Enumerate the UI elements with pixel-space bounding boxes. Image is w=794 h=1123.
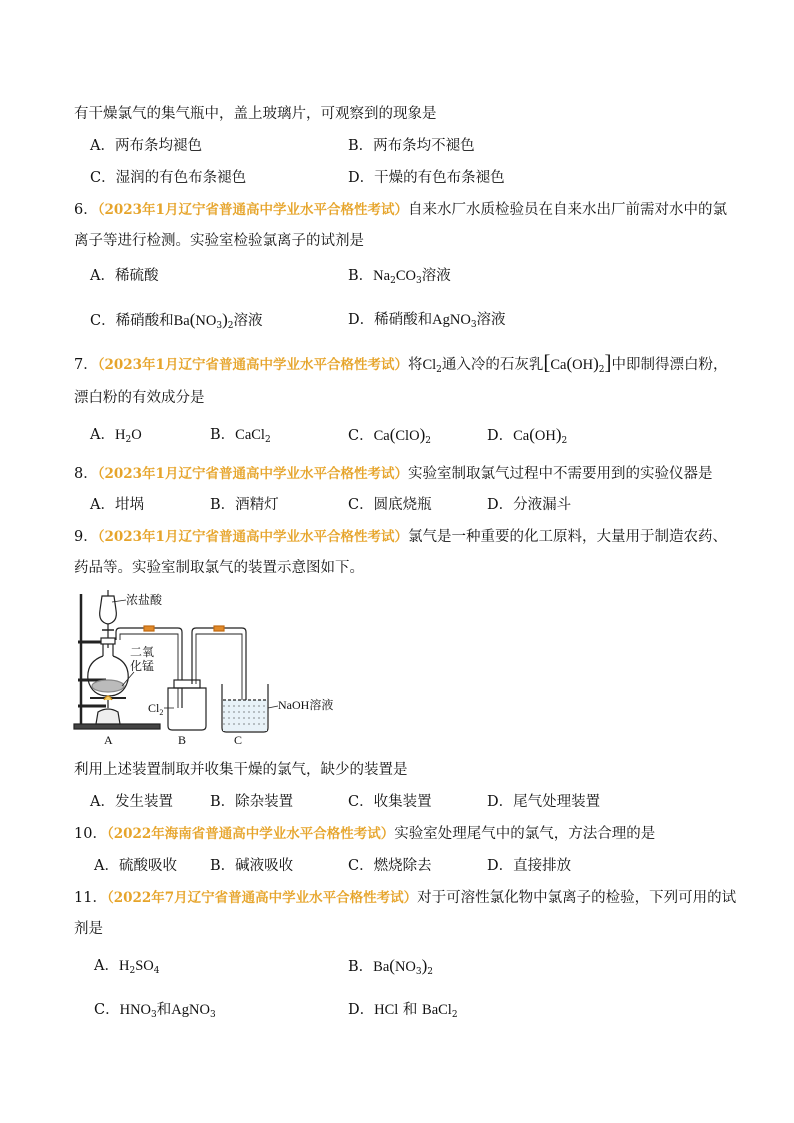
q9-stem-line1: 9．（2023年1月辽宁省普通高中学业水平合格性考试）氯气是一种重要的化工原料，大量用于制造农药、 xyxy=(74,529,727,545)
q11-stem-line2: 剂是 xyxy=(74,921,103,937)
q7-number: 7． xyxy=(74,357,98,373)
q7-stem-line1: 7．（2023年1月辽宁省普通高中学业水平合格性考试）将$Cl_2$通入冷的石灰乳$[Ca(OH)_2]$中即制得漂白粉， xyxy=(74,350,728,375)
q10-option-b: B．碱液吸收 xyxy=(210,858,294,874)
q6-stem-line2: 离子等进行检测。实验室检验氯离子的试剂是 xyxy=(74,233,364,249)
q6-source: （2023年1月辽宁省普通高中学业水平合格性考试） xyxy=(97,202,408,218)
q8-number: 8． xyxy=(74,466,98,482)
q9-option-a: A．发生装置 xyxy=(90,794,173,810)
q11-option-d: D．HCl 和 BaCl$_2$ xyxy=(348,1002,458,1020)
q10-option-c: C．燃烧除去 xyxy=(348,858,432,874)
q8-option-d: D．分液漏斗 xyxy=(487,497,572,513)
q9-number: 9． xyxy=(74,529,98,545)
q5-option-d: D．干燥的有色布条褪色 xyxy=(348,170,505,186)
q11-number: 11． xyxy=(74,890,107,906)
q6-stem-line1 xyxy=(74,200,727,220)
q6-option-c: C．稀硝酸和$Ba(NO_3)_2$溶液 xyxy=(90,310,263,331)
q10-option-a: A．硫酸吸收 xyxy=(94,858,177,874)
q11-option-c: C．$HNO_3$和AgNO$_3$ xyxy=(94,1002,216,1020)
q5-stem: 有干燥氯气的集气瓶中，盖上玻璃片，可观察到的现象是 xyxy=(74,106,437,122)
q8-option-a: A．坩埚 xyxy=(90,497,144,513)
q9-stem-line3: 利用上述装置制取并收集干燥的氯气，缺少的装置是 xyxy=(74,762,408,778)
q8-option-c: C．圆底烧瓶 xyxy=(348,497,432,513)
label-apparatus-c: C xyxy=(234,733,243,747)
q10-stem: 10．（2022年海南省普通高中学业水平合格性考试）实验室处理尾气中的氯气，方法合理的是 xyxy=(74,826,656,842)
q7-option-a: A．$H_2O$ xyxy=(90,427,142,445)
q5-option-b: B．两布条均不褪色 xyxy=(348,138,475,154)
label-apparatus-a: A xyxy=(104,733,113,747)
q5-option-c: C．湿润的有色布条褪色 xyxy=(90,170,247,186)
q9-stem-line2: 药品等。实验室制取氯气的装置示意图如下。 xyxy=(74,560,364,576)
q5-option-a: A．两布条均褪色 xyxy=(90,138,202,154)
chlorine-apparatus-diagram xyxy=(68,588,338,750)
q6-option-a: A．稀硫酸 xyxy=(90,268,159,284)
q6-option-b: B．$Na_2CO_3$溶液 xyxy=(348,268,451,286)
q11-stem-line1: 11．（2022年7月辽宁省普通高中学业水平合格性考试）对于可溶性氯化物中氯离子的检验，下列可用的试 xyxy=(74,890,737,906)
q8-source: （2023年1月辽宁省普通高中学业水平合格性考试） xyxy=(97,466,408,482)
q7-option-c: C．$Ca(ClO)_2$ xyxy=(348,425,431,446)
label-cl2: $Cl_2$ xyxy=(148,701,164,717)
q7-stem-line2: 漂白粉的有效成分是 xyxy=(74,390,205,406)
label-mno2-line2: 化锰 xyxy=(130,659,155,673)
q11-option-b: B．$Ba(NO_3)_2$ xyxy=(348,956,434,977)
q11-option-a: A．$H_2SO_4$ xyxy=(94,958,160,976)
q6-option-d: D．稀硝酸和AgNO$_3$溶液 xyxy=(348,312,506,330)
q9-option-b: B．除杂装置 xyxy=(210,794,294,810)
q10-option-d: D．直接排放 xyxy=(487,858,572,874)
q7-option-b: B．CaCl$_2$ xyxy=(210,427,271,445)
q6-text1: 自来水厂水质检验员在自来水出厂前需对水中的氯 xyxy=(407,202,727,218)
q10-source: （2022年海南省普通高中学业水平合格性考试） xyxy=(106,826,395,842)
q10-number: 10． xyxy=(74,826,107,842)
label-naoh-solution: NaOH溶液 xyxy=(278,698,334,712)
label-mno2-line1: 二氧 xyxy=(130,645,155,659)
q9-source: （2023年1月辽宁省普通高中学业水平合格性考试） xyxy=(97,529,408,545)
q9-option-d: D．尾气处理装置 xyxy=(487,794,601,810)
q6-number: 6． xyxy=(74,202,98,218)
label-conc-hcl: 浓盐酸 xyxy=(126,593,163,607)
label-apparatus-b: B xyxy=(178,733,187,747)
q11-source: （2022年7月辽宁省普通高中学业水平合格性考试） xyxy=(106,890,418,906)
q8-option-b: B．酒精灯 xyxy=(210,497,279,513)
q8-stem: 8．（2023年1月辽宁省普通高中学业水平合格性考试）实验室制取氯气过程中不需要用到的实验仪器是 xyxy=(74,466,713,482)
q9-option-c: C．收集装置 xyxy=(348,794,432,810)
q7-option-d: D．$Ca(OH)_2$ xyxy=(487,425,568,446)
q7-source: （2023年1月辽宁省普通高中学业水平合格性考试） xyxy=(97,357,408,373)
